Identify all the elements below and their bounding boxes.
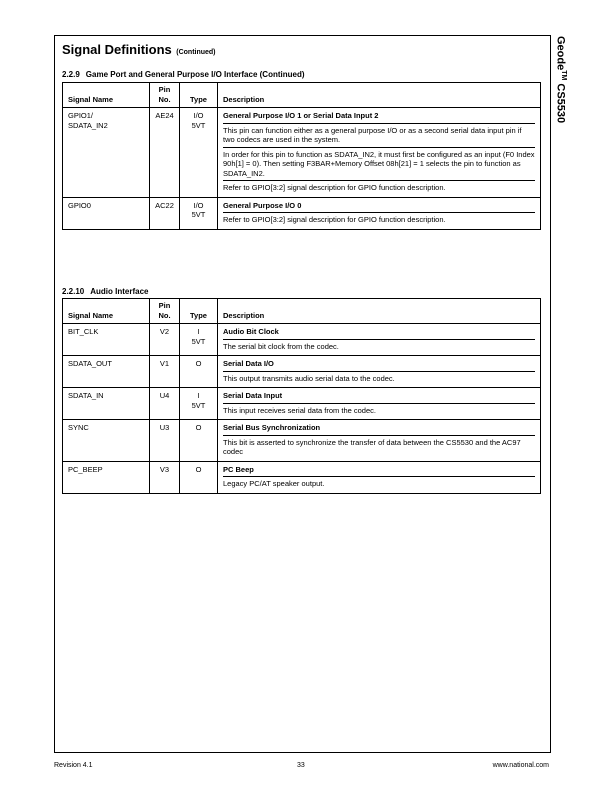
table-header-row [63,299,541,324]
signal-type: I/O 5VT [180,197,218,229]
table-row [63,420,541,462]
signal-name: GPIO1/ SDATA_IN2 [63,108,150,198]
footer-page-number: 33 [297,762,305,769]
footer-revision: Revision 4.1 [54,762,93,769]
side-title: Geode™ CS5530 [554,36,567,124]
signal-description: Serial Data Input This input receives serial data from the codec. [218,388,541,420]
gpio-signal-table [62,82,541,230]
audio-signal-table [62,298,541,494]
table-header-row [63,83,541,108]
signal-type: O [180,420,218,462]
signal-name: SYNC [63,420,150,462]
page-title: Signal Definitions (Continued) [62,42,216,57]
signal-type: O [180,356,218,388]
header-pin-no: Pin No. [150,299,180,324]
table-row [63,461,541,493]
header-type: Type [180,83,218,108]
signal-description: PC Beep Legacy PC/AT speaker output. [218,461,541,493]
table-row [63,108,541,198]
signal-name: SDATA_OUT [63,356,150,388]
header-type: Type [180,299,218,324]
header-signal-name: Signal Name [63,299,150,324]
signal-name: PC_BEEP [63,461,150,493]
pin-number: U3 [150,420,180,462]
table-row [63,197,541,229]
signal-type: I 5VT [180,324,218,356]
section-heading-gpio: 2.2.9 Game Port and General Purpose I/O Interface (Continued) [62,70,305,79]
pin-number: AE24 [150,108,180,198]
signal-description: General Purpose I/O 0 Refer to GPIO[3:2] signal description for GPIO function description. [218,197,541,229]
signal-description: General Purpose I/O 1 or Serial Data Input 2 This pin can function either as a general purpose I/O or as a second serial data input pin if two codecs are used in the system. In order for this pin to function as SDATA_IN2, it must first be configured as an input (F0 Index 90h[1] = 0). Then setting F3BAR+Memory Offset 08h[21] = 1 selects the pin to function as SDATA_IN2. Refer to GPIO[3:2] signal description for GPIO function description. [218,108,541,198]
signal-name: GPIO0 [63,197,150,229]
signal-type: I/O 5VT [180,108,218,198]
signal-description: Serial Bus Synchronization This bit is asserted to synchronize the transfer of data between the CS5530 and the AC97 codec [218,420,541,462]
pin-number: AC22 [150,197,180,229]
table-row [63,388,541,420]
pin-number: V3 [150,461,180,493]
signal-description: Audio Bit Clock The serial bit clock from the codec. [218,324,541,356]
signal-name: SDATA_IN [63,388,150,420]
signal-description: Serial Data I/O This output transmits audio serial data to the codec. [218,356,541,388]
header-pin-no: Pin No. [150,83,180,108]
pin-number: U4 [150,388,180,420]
signal-type: O [180,461,218,493]
header-description: Description [218,83,541,108]
signal-type: I 5VT [180,388,218,420]
pin-number: V1 [150,356,180,388]
table-row [63,324,541,356]
header-description: Description [218,299,541,324]
pin-number: V2 [150,324,180,356]
section-heading-audio: 2.2.10 Audio Interface [62,287,149,296]
table-row [63,356,541,388]
footer-url[interactable]: www.national.com [492,762,549,769]
header-signal-name: Signal Name [63,83,150,108]
signal-name: BIT_CLK [63,324,150,356]
